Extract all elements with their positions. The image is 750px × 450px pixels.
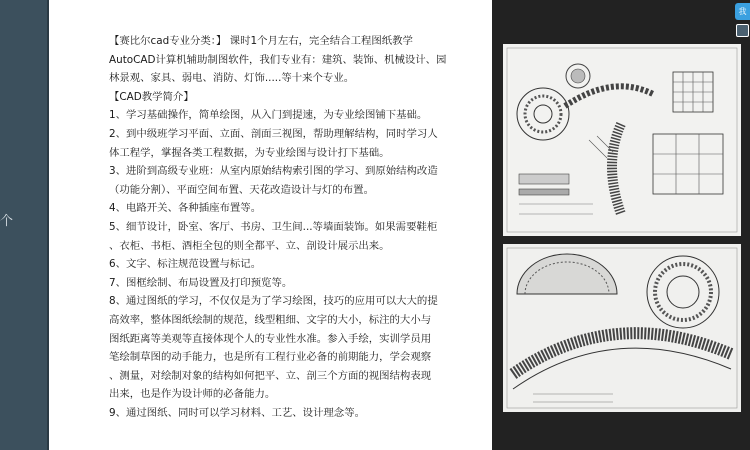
cad-drawing-photo-2 [503,244,741,412]
text-line: 、测量，对绘制对象的结构如何把平、立、剖三个方面的视图结构表现 [109,369,432,382]
text-line: 出来，也是作为设计师的必备能力。 [109,388,276,401]
cad-drawing-photo-1 [503,44,741,236]
left-panel-glyph: 个 [0,214,14,229]
document-page [49,0,492,450]
text-line: 【赛比尔cad专业分类：】 课时1个月左右，完全结合工程图纸教学 [109,35,413,47]
text-line: 、衣柜、书柜、酒柜全包的则全都平、立、剖设计展示出来。 [109,239,390,252]
text-line: 6、文字、标注规范设置与标记。 [109,258,262,271]
text-line: 体工程学，掌握各类工程数据，为专业绘图与设计打下基础。 [109,146,390,159]
drawing-photo-panel [492,0,750,450]
text-line: AutoCAD计算机辅助制图软件，我们专业有：建筑、装饰、机械设计、园 [109,53,447,66]
course-text [109,32,487,422]
text-line: 4、电路开关、各种插座布置等。 [109,202,262,215]
text-line: 1、学习基础操作，简单绘图，从入门到提速，为专业绘图铺下基础。 [109,109,428,122]
text-line: 8、通过图纸的学习，不仅仅是为了学习绘图，技巧的应用可以大大的提 [109,295,438,308]
text-line: （功能分割）、平面空间布置、天花改造设计与灯的布置。 [109,183,374,196]
text-line: 笔绘制草图的动手能力，也是所有工程行业必备的前期能力，学会观察 [109,351,432,364]
text-line: 2、到中级班学习平面、立面、剖面三视图，帮助理解结构，同时学习人 [109,127,438,140]
window-corner-icon[interactable] [736,24,749,37]
assistant-badge-icon[interactable]: 我 [735,3,750,20]
text-line: 7、图框绘制、布局设置及打印预览等。 [109,276,293,289]
text-line: 高效率，整体图纸绘制的规范，线型粗细、文字的大小，标注的大小与 [109,313,432,326]
text-line: 3、进阶到高级专业班：从室内原始结构索引图的学习、到原始结构改造 [109,165,438,178]
text-line: 图纸距离等美观等直接体现个人的专业性水准。参入手绘，实训学员用 [109,332,432,345]
text-line: 【CAD教学简介】 [109,90,194,103]
text-line: 5、细节设计，卧室、客厅、书房、卫生间...等墙面装饰。如果需要鞋柜 [109,220,438,233]
text-line: 9、通过图纸、同时可以学习材料、工艺、设计理念等。 [109,406,365,419]
text-line: 林景观、家具、弱电、消防、灯饰.....等十来个专业。 [109,72,355,85]
